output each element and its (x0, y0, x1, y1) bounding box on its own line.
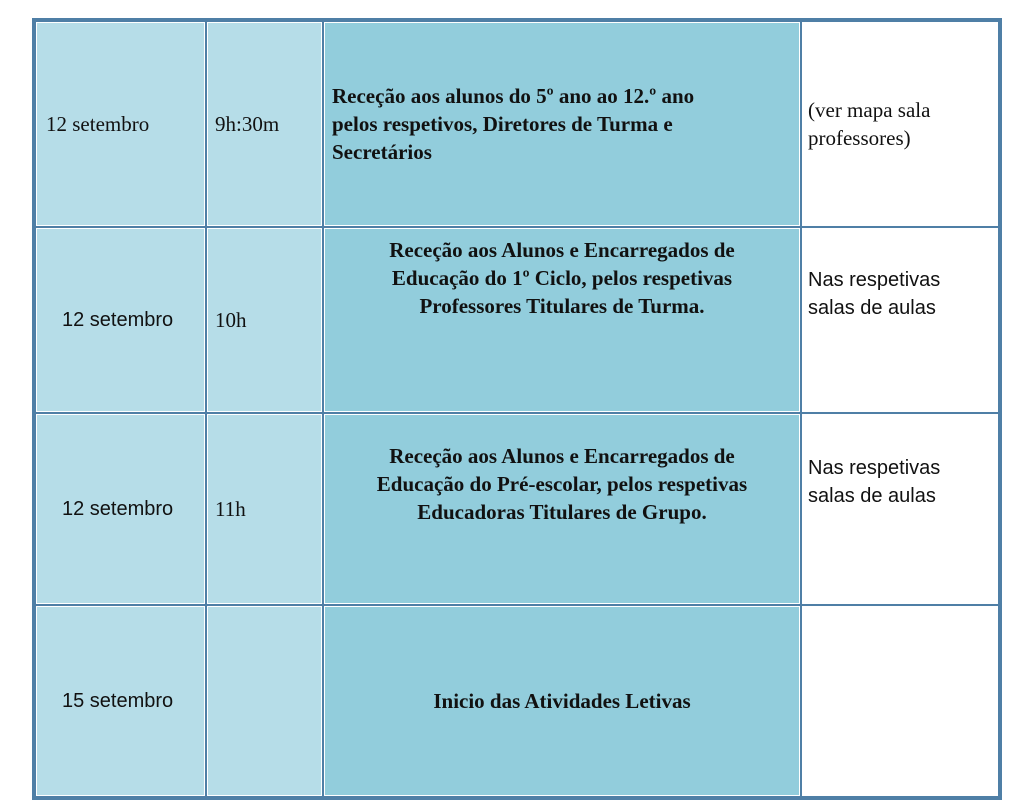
date-cell (35, 227, 206, 413)
description-text (324, 687, 800, 715)
description-line: Educadoras Titulares de Grupo. (417, 500, 707, 524)
description-cell (323, 413, 801, 605)
location-cell (801, 413, 999, 605)
description-line: Receção aos Alunos e Encarregados de (389, 238, 735, 262)
description-line: pelos respetivos, Diretores de Turma e (332, 112, 673, 136)
date-text: 15 setembro (62, 690, 174, 712)
description-cell (323, 605, 801, 797)
description-text (324, 414, 800, 526)
time-cell (206, 21, 323, 227)
description-line: Secretários (332, 140, 432, 164)
time-text: 11h (215, 497, 246, 521)
description-cell (323, 21, 801, 227)
location-text (802, 228, 998, 322)
table-row (35, 605, 999, 797)
location-line: (ver mapa sala (808, 98, 931, 122)
date-cell (35, 413, 206, 605)
location-line: salas de aulas (808, 297, 936, 319)
table-row (35, 21, 999, 227)
description-line: Receção aos alunos do 5º ano ao 12.º ano (332, 84, 695, 108)
time-cell (206, 413, 323, 605)
date-text: 12 setembro (62, 309, 174, 331)
description-line: Inicio das Atividades Letivas (433, 689, 691, 713)
description-cell (323, 227, 801, 413)
time-cell (206, 605, 323, 797)
location-cell (801, 227, 999, 413)
description-line: Professores Titulares de Turma. (419, 294, 705, 318)
location-cell (801, 21, 999, 227)
location-text (802, 22, 998, 152)
description-line: Educação do Pré-escolar, pelos respetivas (376, 472, 748, 496)
location-line: salas de aulas (808, 485, 936, 507)
date-text: 12 setembro (46, 112, 150, 136)
location-line: professores) (808, 126, 911, 150)
time-text: 9h:30m (215, 112, 280, 136)
description-line: Receção aos Alunos e Encarregados de (389, 444, 735, 468)
table-row (35, 227, 999, 413)
time-cell (206, 227, 323, 413)
location-line: Nas respetivas (808, 269, 941, 291)
description-text (324, 228, 800, 320)
date-text: 12 setembro (62, 498, 174, 520)
description-text (324, 82, 800, 166)
location-text (802, 414, 998, 510)
date-cell (35, 21, 206, 227)
description-line: Educação do 1º Ciclo, pelos respetivas (391, 266, 733, 290)
time-text: 10h (215, 308, 247, 332)
table-row (35, 413, 999, 605)
location-cell (801, 605, 999, 797)
schedule-table (32, 18, 1002, 800)
date-cell (35, 605, 206, 797)
location-line: Nas respetivas (808, 457, 941, 479)
